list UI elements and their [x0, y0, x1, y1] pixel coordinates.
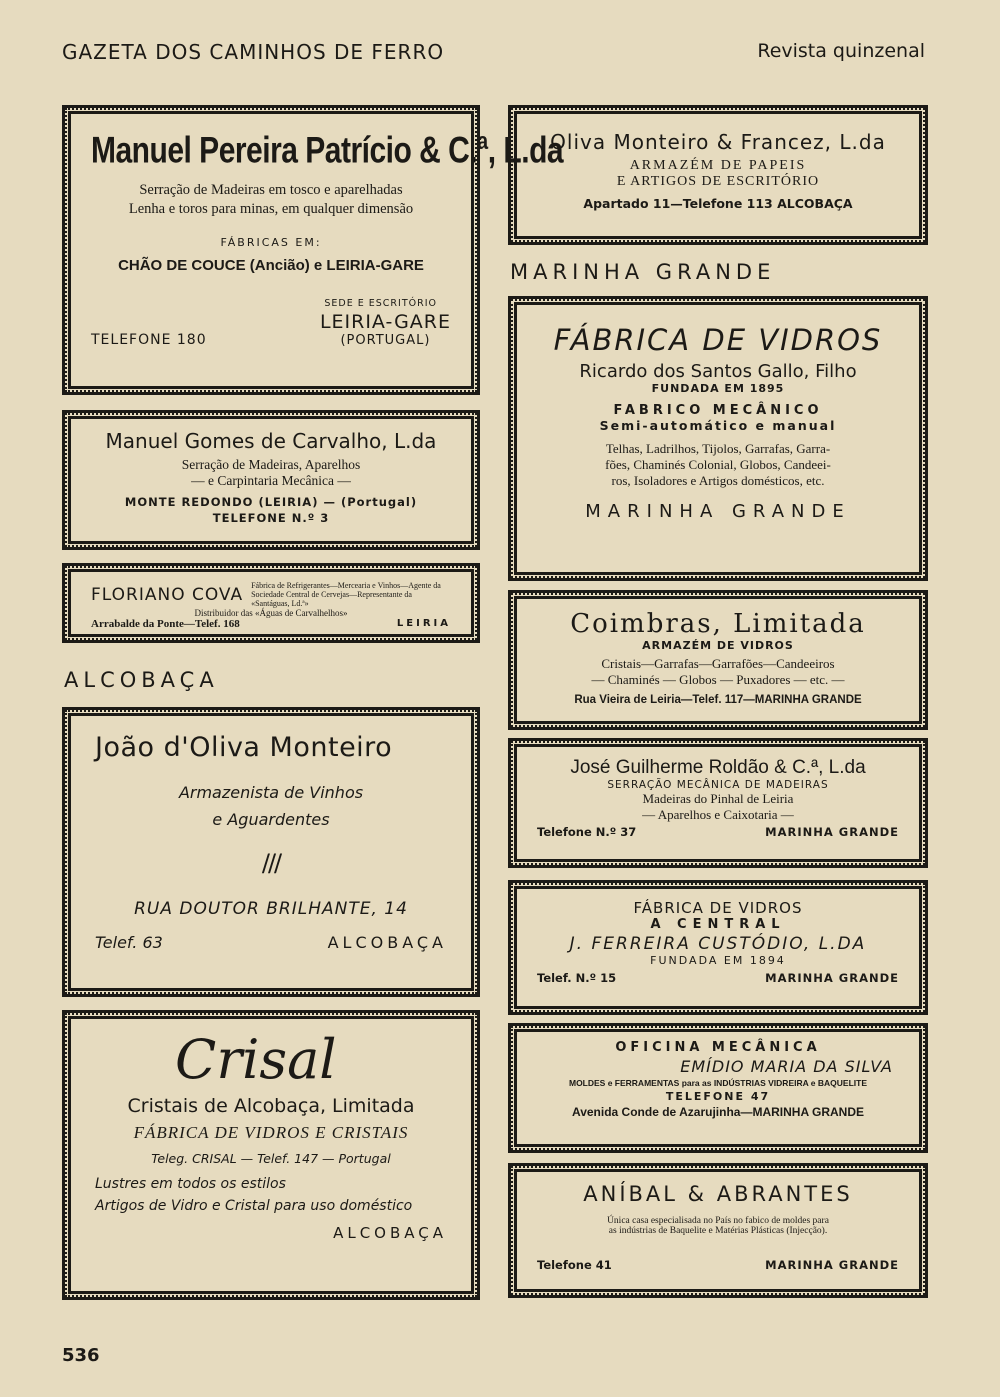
contact: Teleg. CRISAL — Telef. 147 — Portugal — [151, 1151, 391, 1166]
city: ALCOBAÇA — [327, 933, 447, 952]
ad-name: João d'Oliva Monteiro — [95, 732, 393, 763]
ad-oliva-monteiro-francez — [508, 105, 928, 245]
ad-fabrica-a-central — [508, 880, 928, 1015]
address: Rua Vieira de Leiria—Telef. 117—MARINHA GRANDE — [574, 694, 862, 706]
ad-desc: e Aguardentes — [212, 810, 330, 829]
contact: Apartado 11—Telefone 113 ALCOBAÇA — [583, 196, 853, 211]
office-country: (PORTUGAL) — [340, 333, 431, 348]
founded: FUNDADA EM 1895 — [651, 382, 785, 395]
ad-title: FÁBRICA DE VIDROS — [633, 899, 803, 917]
office-label: SEDE E ESCRITÓRIO — [324, 298, 437, 309]
ad-desc: Lenha e toros para minas, em qualquer dimensão — [128, 201, 414, 217]
section-marinha-grande: MARINHA GRANDE — [510, 260, 776, 284]
ad-desc: Distribuidor das «Águas de Carvalhelhos» — [194, 608, 348, 619]
page-number: 536 — [62, 1345, 100, 1366]
factory: FÁBRICA DE VIDROS E CRISTAIS — [133, 1123, 409, 1142]
ad-name: FLORIANO COVA — [91, 585, 244, 606]
ad-name: ANÍBAL & ABRANTES — [583, 1182, 853, 1206]
city: MARINHA GRANDE — [765, 971, 899, 985]
city: MARINHA GRANDE — [765, 1258, 899, 1272]
ad-mark: /// — [261, 849, 281, 877]
ad-jose-guilherme-roldao — [508, 738, 928, 868]
products: Telhas, Ladrilhos, Tijolos, Garrafas, Garra- — [605, 441, 831, 456]
ad-name: José Guilherme Roldão & C.ª, L.da — [570, 757, 866, 778]
ad-desc: SERRAÇÃO MECÂNICA DE MADEIRAS — [607, 779, 829, 791]
products: ros, Isoladores e Artigos domésticos, etc. — [611, 473, 825, 488]
owner: EMÍDIO MARIA DA SILVA — [680, 1057, 893, 1076]
phone: Telef. N.º 15 — [537, 971, 617, 985]
ad-desc: ARMAZÉM DE PAPEIS — [629, 158, 807, 173]
ad-manuel-gomes-de-carvalho — [62, 410, 480, 550]
phone: TELEFONE 47 — [665, 1090, 771, 1103]
products: — Chaminés — Globos — Puxadores — etc. — — [591, 672, 845, 687]
ad-desc: Serração de Madeiras em tosco e aparelhadas — [139, 182, 403, 198]
process: FABRICO MECÂNICO — [613, 403, 823, 418]
ad-desc: Artigos de Vidro e Cristal para uso doméstico — [95, 1198, 413, 1214]
journal-frequency: Revista quinzenal — [757, 40, 925, 62]
ad-desc: Armazenista de Vinhos — [178, 783, 364, 802]
factories-label: FÁBRICAS EM: — [220, 236, 322, 249]
ad-crisal — [62, 1010, 480, 1300]
subtitle: A CENTRAL — [650, 917, 786, 932]
ad-desc: MOLDES e FERRAMENTAS para as INDÚSTRIAS VIDREIRA e BAQUELITE — [568, 1078, 867, 1088]
ad-manuel-pereira-patricio — [62, 105, 564, 395]
ad-oficina-emidio — [508, 1023, 928, 1153]
ad-name: Oliva Monteiro & Francez, L.da — [550, 130, 886, 154]
ad-desc: — Aparelhos e Caixotaria — — [642, 807, 794, 822]
owner: Ricardo dos Santos Gallo, Filho — [579, 361, 857, 382]
ad-title: FÁBRICA DE VIDROS — [553, 323, 883, 357]
owner: J. FERREIRA CUSTÓDIO, L.DA — [569, 934, 867, 954]
products: fões, Chaminés Colonial, Globos, Candeei- — [605, 457, 831, 472]
journal-title: GAZETA DOS CAMINHOS DE FERRO — [62, 40, 445, 64]
ad-title: OFICINA MECÂNICA — [615, 1040, 821, 1055]
ad-name: Manuel Gomes de Carvalho, L.da — [105, 429, 437, 453]
phone: TELEFONE 180 — [91, 332, 207, 348]
ad-desc: Fábrica de Refrigerantes—Mercearia e Vinhos—Agente da Sociedade Central de Cervejas—Representante da «Santáguas, Ld.ª» — [251, 581, 441, 608]
ad-desc: Lustres em todos os estilos — [95, 1176, 286, 1192]
city: ALCOBAÇA — [333, 1224, 447, 1242]
ad-joao-doliva-monteiro — [62, 707, 480, 997]
ad-name: Cristais de Alcobaça, Limitada — [127, 1095, 415, 1117]
phone: Telefone 41 — [537, 1258, 612, 1272]
city: LEIRIA — [396, 618, 451, 630]
ad-anibal-abrantes — [508, 1163, 928, 1298]
phone: Telefone N.º 37 — [537, 825, 637, 839]
factories: CHÃO DE COUCE (Ancião) e LEIRIA-GARE — [118, 257, 424, 274]
phone: TELEFONE N.º 3 — [212, 511, 330, 525]
ad-desc: Única casa especialisada no País no fabico de moldes para — [607, 1216, 829, 1226]
ad-name: Manuel Pereira Patrício & C.ª, L.da — [91, 129, 564, 171]
brand-logo: Crisal — [175, 1028, 337, 1091]
page-header — [62, 40, 925, 70]
process: Semi-automático e manual — [599, 418, 837, 433]
ad-desc: Serração de Madeiras, Aparelhos — [181, 457, 361, 472]
ad-name: Coimbras, Limitada — [570, 609, 866, 639]
ad-floriano-cova — [62, 563, 480, 643]
ad-coimbras-limitada — [508, 590, 928, 730]
address: Avenida Conde de Azarujinha—MARINHA GRANDE — [571, 1105, 865, 1119]
ad-desc: — e Carpintaria Mecânica — — [191, 473, 351, 488]
city: MARINHA GRANDE — [585, 501, 851, 522]
ad-fabrica-vidros-gallo — [508, 296, 928, 581]
ad-desc: Madeiras do Pinhal de Leiria — [642, 791, 794, 806]
products: Cristais—Garrafas—Garrafões—Candeeiros — [601, 656, 835, 671]
city: MARINHA GRANDE — [765, 825, 899, 839]
address: RUA DOUTOR BRILHANTE, 14 — [134, 899, 408, 919]
founded: FUNDADA EM 1894 — [650, 954, 786, 967]
section-alcobaca: ALCOBAÇA — [64, 668, 219, 692]
address: MONTE REDONDO (LEIRIA) — (Portugal) — [124, 495, 418, 509]
office-city: LEIRIA-GARE — [319, 311, 451, 333]
phone: Telef. 63 — [95, 933, 163, 952]
subtitle: ARMAZÉM DE VIDROS — [642, 639, 794, 652]
ad-desc: E ARTIGOS DE ESCRITÓRIO — [616, 174, 820, 189]
address: Arrabalde da Ponte—Telef. 168 — [91, 618, 240, 631]
ad-desc: as indústrias de Baquelite e Matérias Plásticas (Injecção). — [608, 1226, 828, 1236]
